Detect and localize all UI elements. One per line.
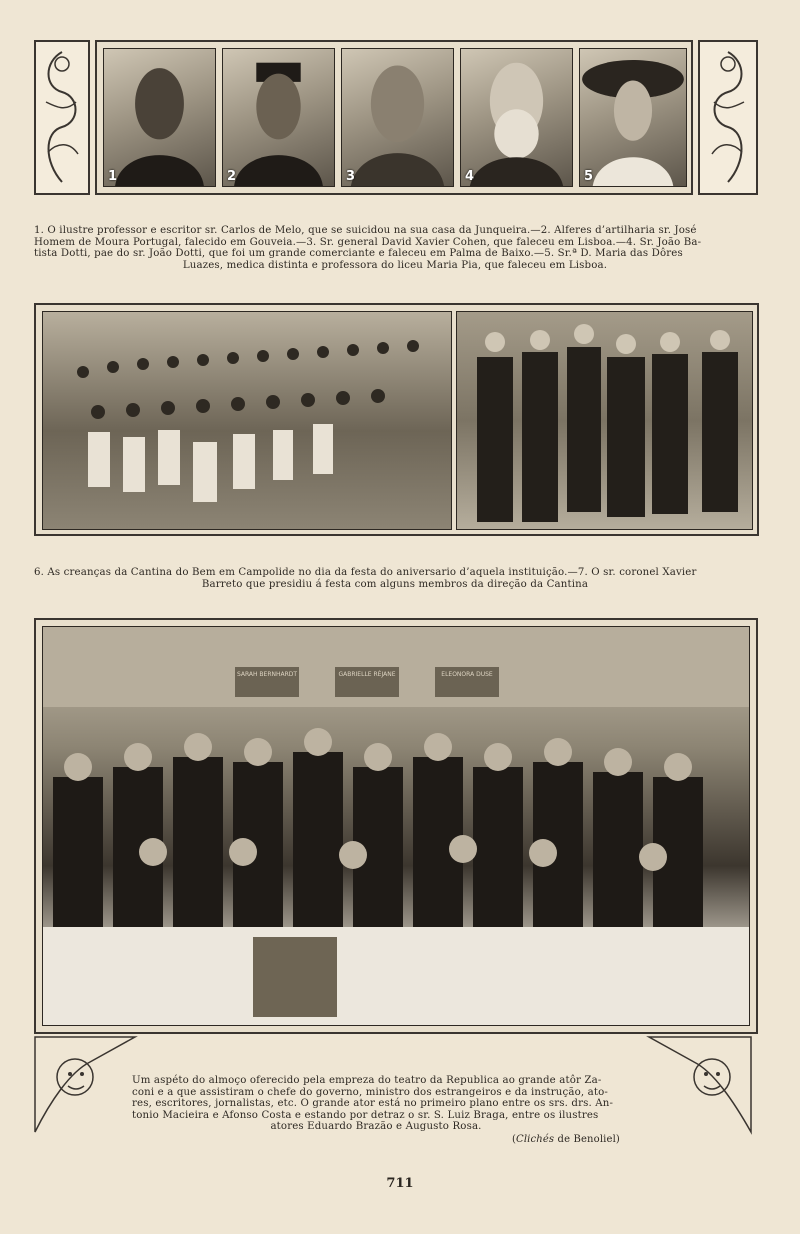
caption-line: Barreto que presidiu á festa com alguns membros da direção da Cantina	[201, 578, 589, 590]
right-ornament-panel	[698, 40, 758, 195]
left-ornament-panel	[34, 40, 90, 195]
portrait-number: 3	[346, 169, 356, 184]
credit-text: de Benoliel)	[554, 1133, 620, 1145]
page-number: 711	[386, 1176, 414, 1191]
banquet-photo	[42, 626, 750, 1026]
right-caricature-ornament	[644, 1032, 756, 1137]
children-group-photo	[42, 311, 452, 530]
banquet-sign-3: ELEONORA DUSE	[441, 671, 493, 678]
portrait-photo-5	[579, 48, 687, 187]
banquet-photo-frame	[34, 618, 758, 1034]
caption-line: tista Dotti, pae do sr. João Dotti, que foi um grande comerciante e faleceu em Palma de Baixo.—5. Sr.ª D. Maria das Dôres	[34, 248, 683, 259]
scroll-ornament-icon	[700, 42, 756, 193]
colonel-group-photo	[456, 311, 753, 530]
caption-line: atores Eduardo Brazão e Augusto Rosa.	[270, 1121, 482, 1132]
portrait-number: 5	[584, 169, 594, 184]
scroll-ornament-icon	[36, 42, 88, 193]
caption-line: 1. O ilustre professor e escritor sr. Carlos de Melo, que se suicidou na sua casa da Junqueira.—2. Alferes d’artilharia sr. José	[34, 225, 697, 236]
cantina-caption	[34, 567, 756, 590]
caption-line: 6. As creanças da Cantina do Bem em Campolide no dia da festa do aniversario d’aquela instituição.—7. O sr. coronel Xavier	[34, 567, 697, 578]
banquet-sign-1: SARAH BERNHARDT	[236, 671, 298, 678]
cantina-photo-frame	[34, 303, 759, 536]
left-caricature-ornament	[30, 1032, 140, 1137]
portraits-caption	[34, 225, 756, 271]
portrait-photo-1	[103, 48, 216, 187]
portrait-number: 2	[227, 169, 237, 184]
caption-line: Um aspéto do almoço oferecido pela empreza do teatro da Republica ao grande atôr Za-	[132, 1075, 602, 1086]
portrait-number: 4	[465, 169, 475, 184]
credit-label: Clichés	[516, 1133, 555, 1145]
caption-line: Luazes, medica distinta e professora do liceu Maria Pia, que faleceu em Lisboa.	[182, 259, 608, 271]
portrait-photo-4	[460, 48, 573, 187]
caption-line: coni e a que assistiram o chefe do governo, ministro dos estrangeiros e da instrução, ato-	[132, 1086, 608, 1098]
caricature-face-icon	[30, 1032, 140, 1137]
portrait-photo-2	[222, 48, 335, 187]
banquet-caption	[132, 1075, 620, 1145]
portrait-number: 1	[108, 169, 118, 184]
caricature-face-icon	[644, 1032, 756, 1137]
caption-line: tonio Macieira e Afonso Costa e estando por detraz o sr. S. Luiz Braga, entre os ilustres	[132, 1109, 599, 1121]
caption-line: res, escritores, jornalistas, etc. O grande ator está no primeiro plano entre os srs. drs. An-	[132, 1098, 614, 1109]
photo-credit: (Clichés de Benoliel)	[511, 1133, 620, 1145]
caption-line: Homem de Moura Portugal, falecido em Gouveia.—3. Sr. general David Xavier Cohen, que faleceu em Lisboa.—4. Sr. João Ba-	[34, 236, 702, 248]
banquet-sign-2: GABRIELLE RÉJANE	[338, 671, 396, 678]
portrait-strip	[95, 40, 693, 195]
portrait-photo-3	[341, 48, 454, 187]
